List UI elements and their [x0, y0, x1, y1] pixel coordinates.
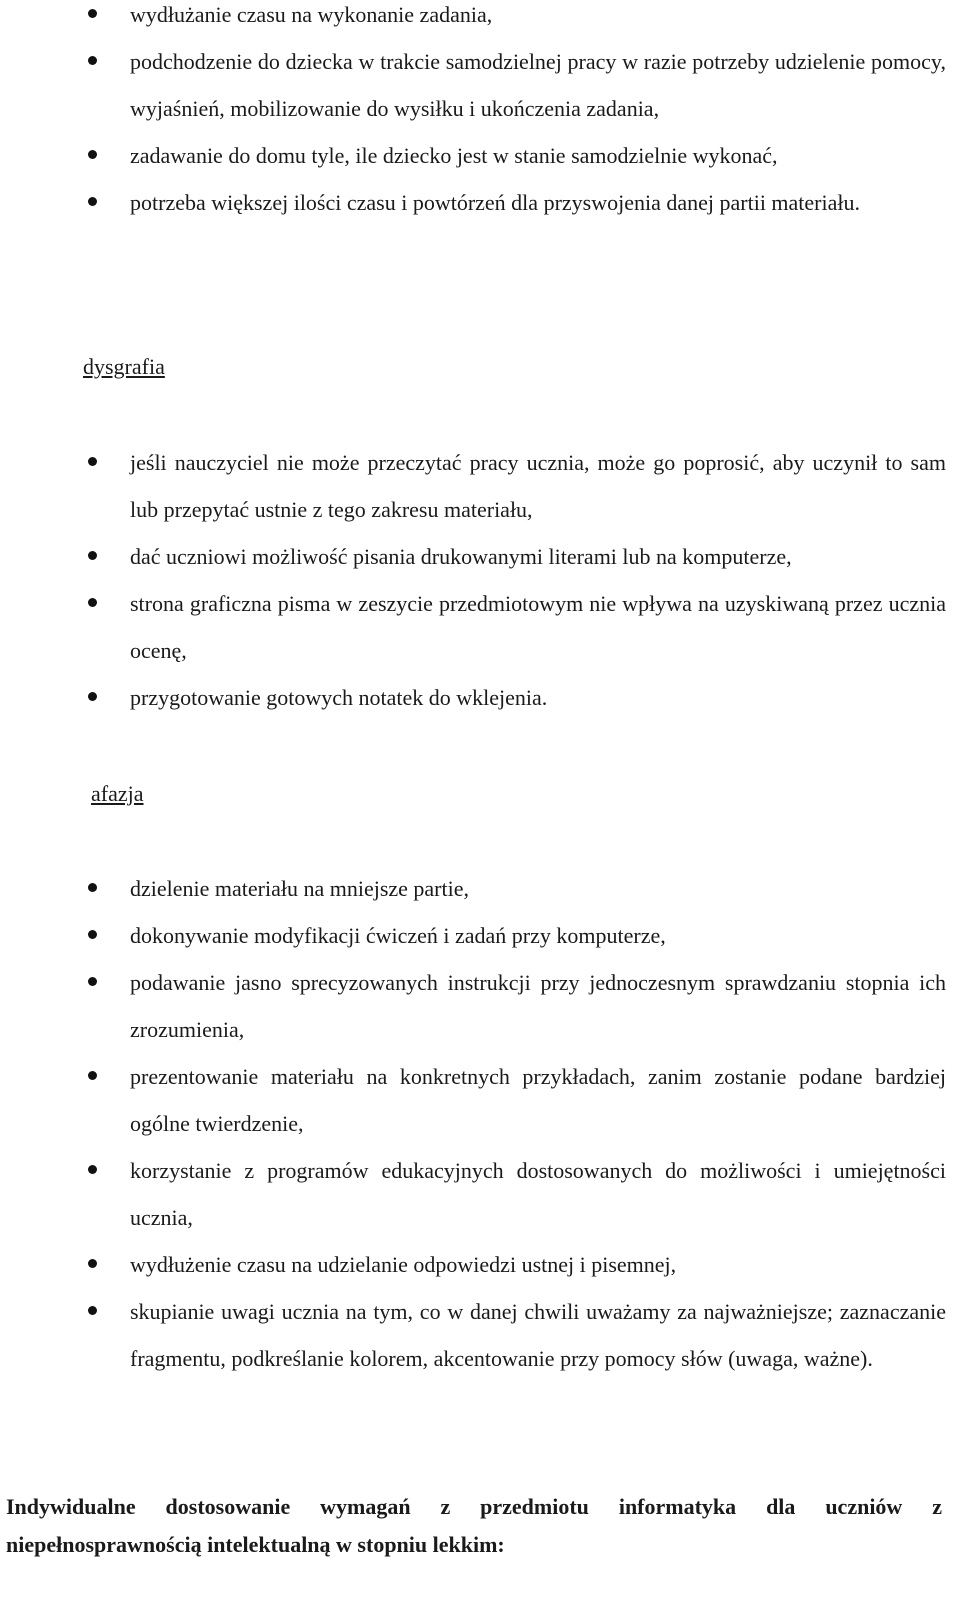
bullet-icon — [88, 977, 97, 986]
bullet-icon — [88, 457, 97, 466]
bullet-icon — [88, 197, 97, 206]
list-item: dzielenie materiału na mniejsze partie, — [0, 865, 960, 912]
heading-dysgrafia: dysgrafia — [83, 354, 165, 379]
bullet-icon — [88, 1165, 97, 1174]
bullet-icon — [88, 1259, 97, 1268]
list-item: wydłużenie czasu na udzielanie odpowiedzi ustnej i pisemnej, — [0, 1241, 960, 1288]
bullet-icon — [88, 1306, 97, 1315]
bullet-icon — [88, 692, 97, 701]
list-dysgrafia — [0, 439, 960, 721]
bullet-icon — [88, 1071, 97, 1080]
list-item: strona graficzna pisma w zeszycie przedmiotowym nie wpływa na uzyskiwaną przez ucznia ocenę, — [0, 580, 960, 674]
bullet-icon — [88, 551, 97, 560]
list-item: podawanie jasno sprecyzowanych instrukcji przy jednoczesnym sprawdzaniu stopnia ich zrozumienia, — [0, 959, 960, 1053]
list-item: zadawanie do domu tyle, ile dziecko jest w stanie samodzielnie wykonać, — [0, 132, 960, 179]
list-item: dokonywanie modyfikacji ćwiczeń i zadań przy komputerze, — [0, 912, 960, 959]
bullet-icon — [88, 930, 97, 939]
list-item: prezentowanie materiału na konkretnych przykładach, zanim zostanie podane bardziej ogólne twierdzenie, — [0, 1053, 960, 1147]
list-item: skupianie uwagi ucznia na tym, co w danej chwili uważamy za najważniejsze; zaznaczanie fragmentu, podkreślanie kolorem, akcentowanie przy pomocy słów (uwaga, ważne). — [0, 1288, 960, 1382]
list-item: podchodzenie do dziecka w trakcie samodzielnej pracy w razie potrzeby udzielenie pomocy, wyjaśnień, mobilizowanie do wysiłku i ukończenia zadania, — [0, 38, 960, 132]
list-afazja — [0, 865, 960, 1382]
bullet-icon — [88, 150, 97, 159]
list-item: przygotowanie gotowych notatek do wklejenia. — [0, 674, 960, 721]
bullet-icon — [88, 9, 97, 18]
bullet-icon — [88, 56, 97, 65]
list-item: wydłużanie czasu na wykonanie zadania, — [0, 0, 960, 38]
bullet-icon — [88, 883, 97, 892]
list-item: dać uczniowi możliwość pisania drukowanymi literami lub na komputerze, — [0, 533, 960, 580]
list-item: korzystanie z programów edukacyjnych dostosowanych do możliwości i umiejętności ucznia, — [0, 1147, 960, 1241]
heading-afazja: afazja — [91, 781, 144, 806]
bullet-icon — [88, 598, 97, 607]
list-item: jeśli nauczyciel nie może przeczytać pracy ucznia, może go poprosić, aby uczynił to sam lub przepytać ustnie z tego zakresu materiału, — [0, 439, 960, 533]
list-general-adjustments — [0, 0, 960, 226]
section-heading-informatyka: Indywidualne dostosowanie wymagań z przedmiotu informatyka dla uczniów z niepełnosprawnością intelektualną w stopniu lekkim: — [6, 1494, 942, 1557]
list-item: potrzeba większej ilości czasu i powtórzeń dla przyswojenia danej partii materiału. — [0, 179, 960, 226]
